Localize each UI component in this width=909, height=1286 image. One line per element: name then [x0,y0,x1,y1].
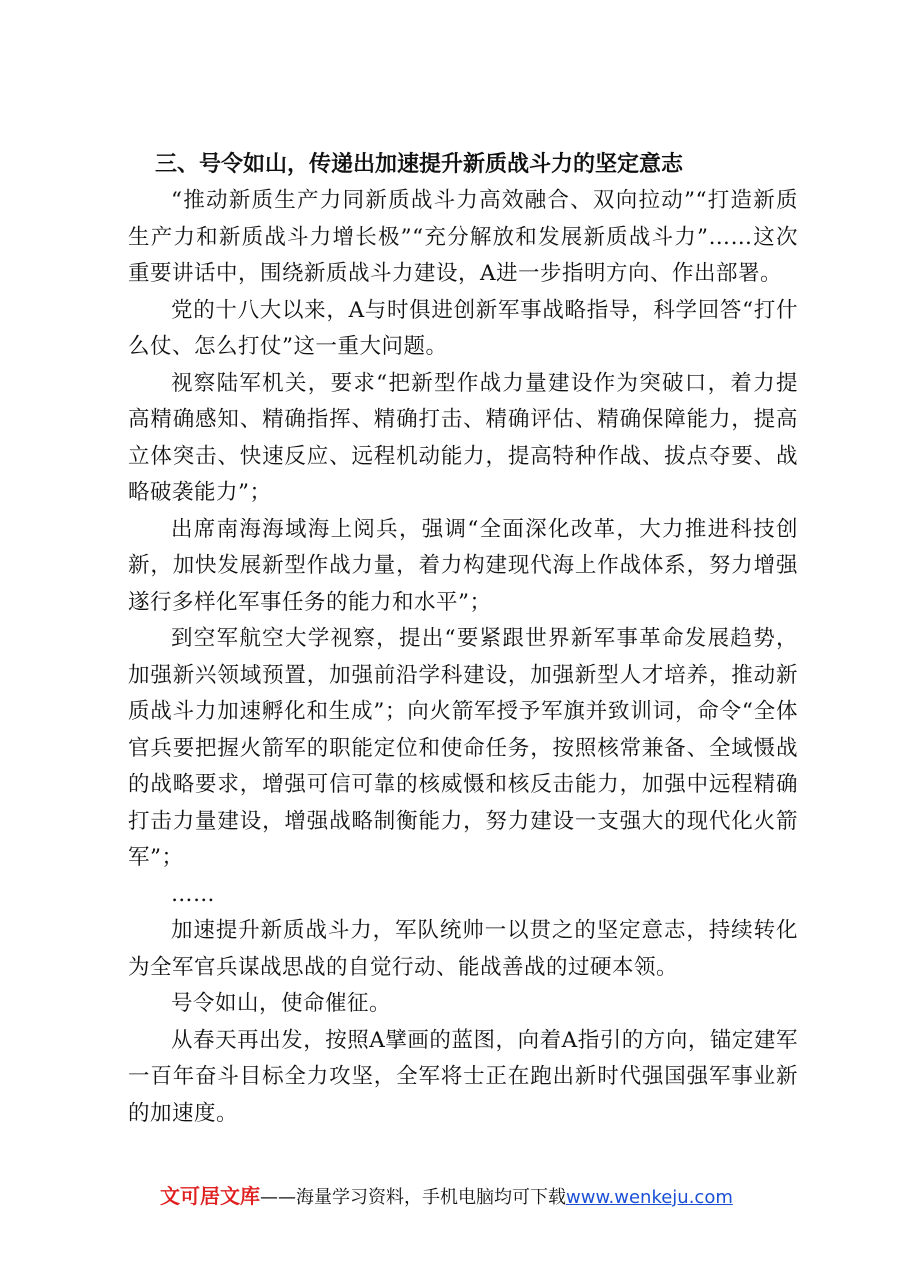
footer-brand: 文可居文库 [160,1184,260,1208]
ellipsis-paragraph: …… [171,881,215,907]
paragraph: 从春天再出发，按照A擘画的蓝图，向着A指引的方向，锚定建军一百年奋斗目标全力攻坚，全军将士正在跑出新时代强国强军事业新的加速度。 [128,1027,798,1126]
footer-site-link[interactable]: www.wenkeju.com [566,1187,733,1208]
paragraph: 视察陆军机关，要求“把新型作战力量建设作为突破口，着力提高精确感知、精确指挥、精确打击、精确评估、精确保障能力，提高立体突击、快速反应、远程机动能力，提高特种作战、拔点夺要、战略破袭能力”； [128,370,798,505]
paragraph: 出席南海海域海上阅兵，强调“全面深化改革，大力推进科技创新，加快发展新型作战力量，着力构建现代海上作战体系，努力增强遂行多样化军事任务的能力和水平”； [128,516,798,615]
paragraph: 加速提升新质战斗力，军队统帅一以贯之的坚定意志，持续转化为全军官兵谋战思战的自觉行动、能战善战的过硬本领。 [128,918,798,980]
footer-slogan: ——海量学习资料，手机电脑均可下载 [260,1187,566,1208]
paragraph: 号令如山，使命催征。 [171,991,392,1016]
paragraph: 到空军航空大学视察，提出“要紧跟世界新军事革命发展趋势，加强新兴领域预置，加强前沿学科建设，加强新型人才培养，推动新质战斗力加速孵化和生成”；向火箭军授予军旗并致训词，命令“全体官兵要把握火箭军的职能定位和使命任务，按照核常兼备、全域慑战的战略要求，增强可信可靠的核威慑和核反击能力，加强中远程精确打击力量建设，增强战略制衡能力，努力建设一支强大的现代化火箭军”； [128,626,798,870]
article-body [128,183,798,1132]
paragraph: “推动新质生产力同新质战斗力高效融合、双向拉动”“打造新质生产力和新质战斗力增长极”“充分解放和发展新质战斗力”……这次重要讲话中，围绕新质战斗力建设，A进一步指明方向、作出部署。 [128,188,798,286]
section-title: 三、号令如山，传递出加速提升新质战斗力的坚定意志 [155,152,684,177]
paragraph: 党的十八大以来，A与时俱进创新军事战略指导，科学回答“打什么仗、怎么打仗”这一重大问题。 [128,297,798,359]
footer-banner [160,1183,733,1211]
